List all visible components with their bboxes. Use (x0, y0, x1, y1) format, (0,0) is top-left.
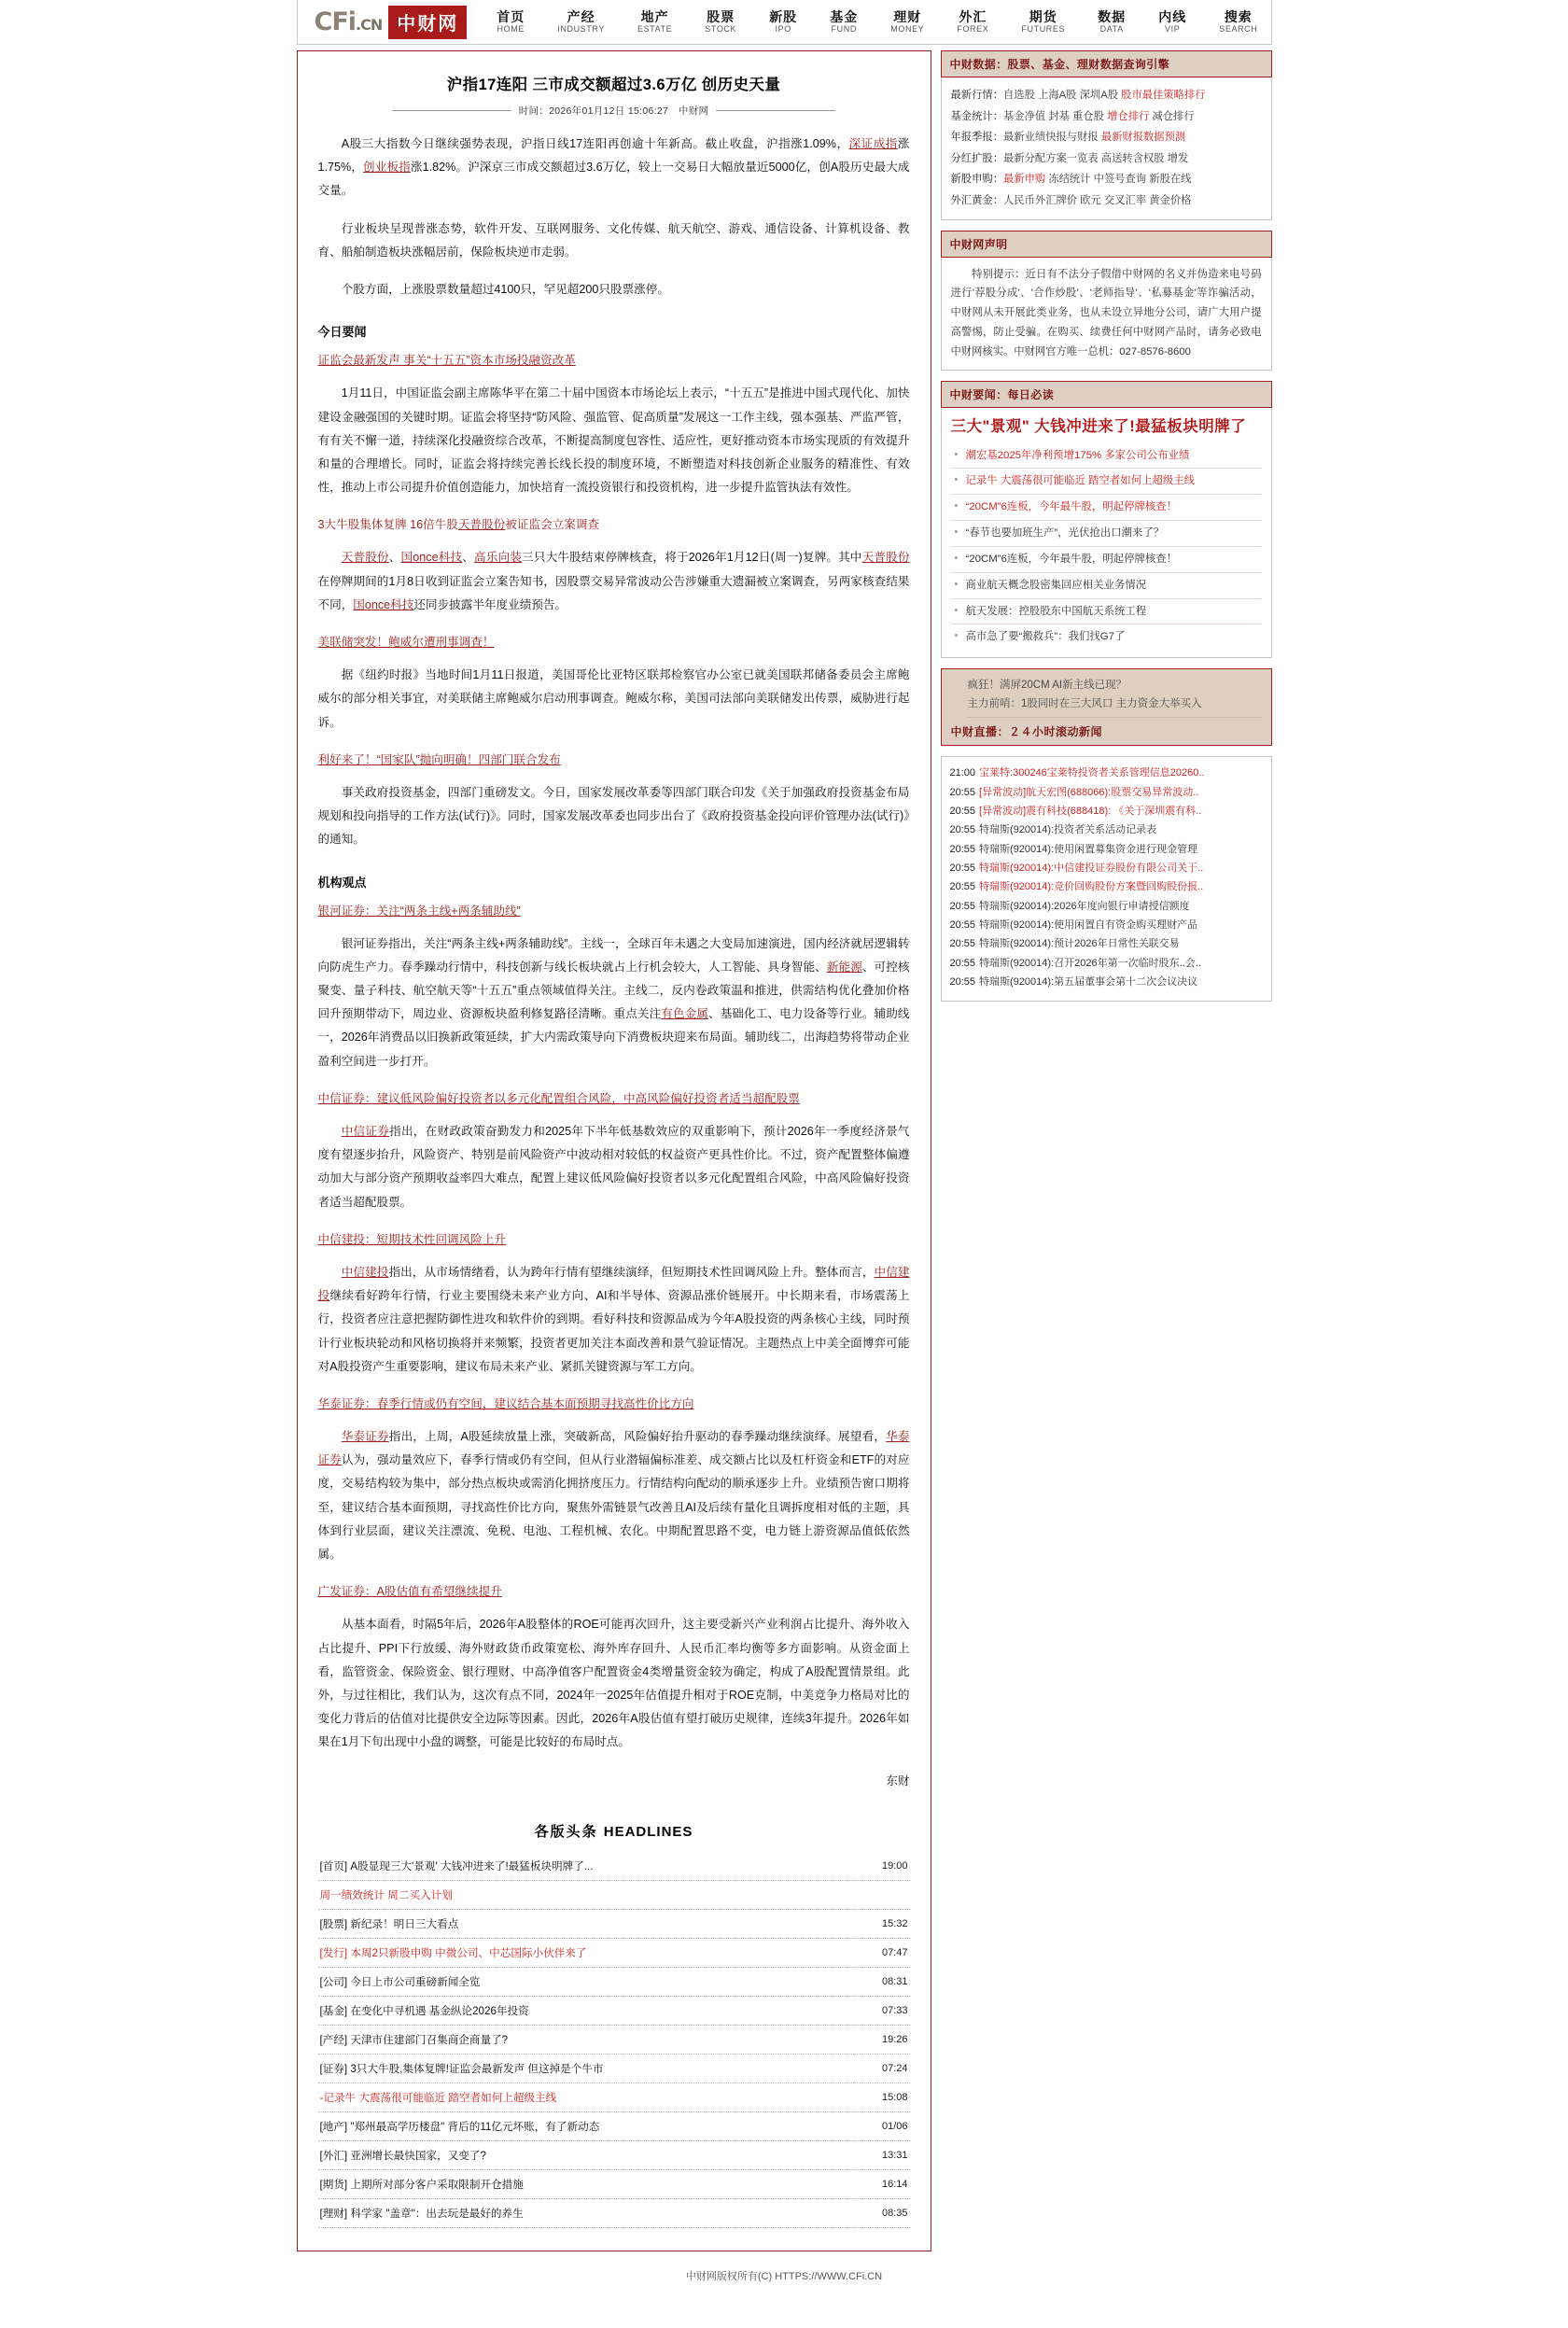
headline-text[interactable]: [股票] 新纪录！明日三大看点 (319, 1917, 459, 1930)
view-1-headline (318, 900, 910, 923)
panel-data-body (941, 77, 1272, 220)
paragraph-sectors: 行业板块呈现普涨态势，软件开发、互联网服务、文化传媒、航天航空、游戏、通信设备、计算机设备、教育、船舶制造板块涨幅居前，保险板块逆市走弱。 (317, 221, 910, 259)
data-row-label: 分红扩股： (950, 152, 1003, 164)
news-4-body: 事关政府投资基金，四部门重磅发文。今日，国家发展改革委等四部门联合印发《关于加强政府投资基金布局规划和投向指导的工作方法(试行)》。同时，国家发展改革委也同步出台了《政府投资基金投向评价管理办法(试行)》的通知。 (317, 785, 910, 847)
ticker-row[interactable] (950, 916, 1263, 934)
headline-time: 08:31 (881, 1975, 908, 1987)
list-item[interactable]: • “20CM”6连板，今年最牛股，明起停牌核查！ (951, 547, 1262, 573)
headline-time: 19:26 (881, 2033, 908, 2045)
view-2-body (318, 1120, 910, 1214)
table-row[interactable] (318, 1996, 910, 2025)
headline-text[interactable]: [地产] "郑州最高学历楼盘" 背后的11亿元坏账，有了新动态 (319, 2120, 600, 2133)
table-row[interactable] (318, 2083, 910, 2111)
nav-label-en: VIP (1165, 24, 1181, 35)
panel-data (941, 50, 1272, 220)
nav-item-vip[interactable] (1158, 9, 1186, 34)
data-row-label: 年报季报： (950, 132, 1003, 144)
list-item[interactable]: • “20CM”6连板，今年最牛股，明起停牌核查！ (951, 495, 1262, 521)
view-3-headline (318, 1228, 910, 1252)
news-1-headline (318, 349, 910, 372)
nav-item-data[interactable] (1098, 9, 1126, 34)
nav-label-cn: 理财 (893, 9, 922, 25)
article-timestamp: 时间：2026年01月12日 15:06:27 中财网 (518, 105, 709, 117)
data-row-links[interactable]: 人民币外汇牌价 欧元 交叉汇率 黄金价格 (1003, 194, 1192, 206)
nav-item-estate[interactable] (637, 9, 672, 34)
promo-divider (968, 717, 1262, 718)
data-row-label: 新股申购： (950, 174, 1003, 186)
news-2-text-d: 在停牌期间的1月8日收到证监会立案告知书，因股票交易异常波动公告涉嫌重大遗漏被立案调查，另两家核查结果不同， (317, 574, 910, 611)
article-body (318, 133, 910, 1793)
ticker-text[interactable]: 特瑞斯(920014):2026年度向银行申请授信额度 (979, 900, 1190, 912)
nav-label-cn: 地产 (640, 9, 669, 25)
view-1-text-c: 、基础化工、电力设备等行业。辅助线一，2026年消费品以旧换新政策延续，扩大内需政策导向下消费板块迎来布局面。辅助线二，出海趋势将带动企业盈利空间进一步打开。 (317, 1007, 910, 1068)
news-4-link[interactable]: 利好来了！“国家队”抛向明确！四部门联合发布 (317, 752, 561, 766)
data-row-label: 基金统计： (950, 110, 1003, 122)
meta-rule-right (716, 110, 835, 111)
data-link-row[interactable] (951, 148, 1262, 170)
logo-badge: 中财网 (388, 6, 467, 39)
nav-label-en: FOREX (957, 24, 989, 35)
panel-statement (941, 231, 1272, 371)
view-4-link[interactable]: 华泰证券：春季行情或仍有空间，建议结合基本面预期寻找高性价比方向 (317, 1396, 694, 1410)
ticker-row[interactable] (950, 764, 1263, 782)
headline-text[interactable]: -记录牛 大震荡很可能临近 踏空者如何上超级主线 (319, 2091, 557, 2104)
data-row-label: 外汇黄金： (950, 194, 1003, 206)
data-row-hot-link[interactable]: 最新财报数据预测 (1100, 132, 1186, 144)
ticker-time: 20:55 (949, 806, 976, 818)
headline-text[interactable]: 周一绩效统计 周二买入计划 (319, 1888, 453, 1901)
table-row[interactable] (318, 2169, 910, 2198)
nav-item-stock[interactable] (705, 9, 736, 34)
logo-suffix: .CN (356, 16, 383, 34)
headline-time: 01/06 (881, 2120, 908, 2132)
brief-list (951, 443, 1262, 651)
nav-label-cn: 首页 (497, 9, 525, 25)
table-row[interactable] (318, 1880, 910, 1909)
link-newenergy[interactable]: 新能源 (826, 960, 862, 974)
ticker-time: 21:00 (949, 767, 976, 779)
nav-label-cn: 期货 (1029, 9, 1057, 25)
view-4-text-b: 认为，强动量效应下，春季行情或仍有空间，但从行业潜辐偏标准差、成交额占比以及杠杆资金和ETF的对应度，交易结构较为集中，部分热点板块或需消化拥挤度压力。行情结构向配动的顺承逐步上升。业绩预告窗口期将至，建议结合基本面预期，寻找高性价比方向，聚焦外需链景气改善且AI及后续有量化且调拆度相对低的主题，具体到行业层面，建议关注漂流、免税、电池、工程机械、农化。中期配置思路不变，电力链上游资源品值低依然属。 (317, 1453, 910, 1561)
data-row-tail[interactable]: 减仓排行 (1149, 110, 1195, 122)
link-szcz[interactable]: 深证成指 (848, 137, 898, 150)
headline-text[interactable]: [证券] 3只大牛股,集体复牌!证监会最新发声 但这掉是个牛市 (319, 2062, 604, 2075)
data-link-row[interactable] (951, 106, 1262, 128)
stock-link-tianpu-2[interactable]: 天普股份 (861, 551, 910, 565)
nav-item-futures[interactable] (1021, 9, 1065, 34)
news-3-headline (318, 631, 910, 654)
news-2-headline (318, 513, 910, 537)
headline-text[interactable]: [首页] A股显现三大'景观' 大钱冲进来了!最猛板块明牌了... (319, 1859, 594, 1872)
table-row[interactable] (318, 2054, 910, 2083)
news-2-head-a: 3大牛股集体复牌 16倍牛股 (317, 518, 458, 532)
headlines-title-cn: 各版头条 (534, 1823, 598, 1840)
ticker-list[interactable] (941, 756, 1272, 1001)
data-row-hot-link[interactable]: 增仓排行 (1107, 110, 1150, 122)
ticker-row[interactable] (950, 897, 1263, 916)
headline-time (854, 1880, 910, 1909)
site-footer: 中财网版权所有(C) HTTPS://WWW.CFi.CN (685, 2270, 883, 2282)
view-1-text-b: 、可控核聚变、量子科技、航空航天等“十五五”重点领域值得关注。主线二，反内卷政策温和推进，供需结构优化叠加价格回升预期带动下，周边业、资源板块盈利修复路径清晰。重点关注 (317, 960, 910, 1021)
list-item[interactable]: • 航天发展：控股股东中国航天系统工程 (951, 599, 1262, 625)
view-1-text-a: 银河证券指出，关注“两条主线+两条辅助线”。主线一，全球百年未遇之大变局加速演进，国内经济就居逻辑转向防虎生产力。春季躁动行情中，科技创新与线长板块就占上行机会较大，人工智能、具身智能、 (317, 936, 910, 974)
nav-label-cn: 基金 (830, 9, 859, 25)
link-htsec-1[interactable]: 华泰证券 (341, 1430, 389, 1444)
ticker-row[interactable] (950, 820, 1263, 839)
ticker-time: 20:55 (949, 938, 976, 950)
headline-time: 07:33 (881, 2004, 908, 2016)
data-link-row[interactable] (951, 127, 1262, 148)
main-nav (476, 9, 1270, 34)
data-row-links[interactable]: 最新分配方案一览表 高送转含权股 增发 (1003, 152, 1189, 164)
site-logo[interactable] (298, 6, 477, 39)
section-heading-views: 机构观点 (317, 875, 367, 890)
news-3-link[interactable]: 美联储突发！鲍威尔遭刑事调查！ (317, 636, 495, 649)
view-2-text: 指出，在财政政策奋勤发力和2025年下半年低基数效应的双重影响下，预计2026年一季度经济景气度有望逐步抬升，风险资产、特别是前风险资产中波动相对较低的权益资产更具性价比。不过，资产配置整体偏遵动加大与部分资产预期收益率四大难点，配置上建议低风险偏好投资者以多元化配置组合风险，中高风险偏好投资者适当超配股票。 (317, 1125, 910, 1209)
nav-label-cn: 搜索 (1224, 9, 1253, 25)
panel-brief-header: 中财要闻：每日必读 (941, 381, 1272, 408)
content-wrapper (297, 50, 1272, 2251)
nav-label-en: INDUSTRY (557, 24, 605, 35)
nav-label-cn: 股票 (707, 9, 735, 25)
news-2-body (318, 546, 910, 617)
headline-text[interactable]: [公司] 今日上市公司重磅新闻全览 (319, 1975, 481, 1988)
nav-label-en: STOCK (705, 24, 737, 35)
list-item[interactable]: • 记录牛 大震荡很可能临近 踏空者如何上超级主线 (951, 469, 1262, 495)
nav-label-en: HOME (497, 24, 525, 35)
data-row-hot-link[interactable]: 股市最佳策略排行 (1121, 90, 1206, 101)
ticker-row[interactable] (950, 859, 1263, 877)
headline-text[interactable]: [基金] 在变化中寻机遇 基金纵论2026年投资 (319, 2004, 529, 2017)
table-row[interactable] (318, 1852, 910, 1881)
nav-label-en: FUTURES (1021, 24, 1066, 35)
link-csc-1[interactable]: 中信建投 (341, 1265, 389, 1279)
nav-label-en: FUND (831, 24, 857, 35)
data-link-row[interactable] (951, 85, 1262, 106)
nav-label-en: DATA (1099, 24, 1124, 35)
ticker-row[interactable] (950, 934, 1263, 953)
nav-label-en: ESTATE (637, 24, 673, 35)
table-row[interactable] (318, 1909, 910, 1938)
headline-time: 15:08 (881, 2091, 908, 2103)
nav-label-en: SEARCH (1219, 24, 1258, 35)
table-row[interactable] (318, 1938, 910, 1967)
ticker-row[interactable] (950, 783, 1263, 802)
list-item[interactable]: • “春节也要加班生产”，光伏抢出口潮来了？ (951, 521, 1262, 547)
table-row[interactable] (318, 2198, 910, 2227)
nav-item-money[interactable] (890, 9, 924, 34)
nav-label-cn: 产经 (567, 9, 595, 25)
data-row-links[interactable]: 自选股 上海A股 深圳A股 (1003, 90, 1122, 101)
view-4-body (318, 1425, 910, 1566)
article-source: 东财 (886, 1774, 910, 1788)
promo-box (941, 668, 1272, 746)
headline-text[interactable]: [产经] 天津市住建部门召集商企商量了? (319, 2033, 509, 2046)
stock-link-guoci[interactable]: 国once科技 (400, 551, 463, 565)
panel-data-header: 中财数据：股票、基金、理财数据查询引擎 (941, 50, 1272, 77)
sidebar (941, 50, 1272, 1012)
news-2-text-c: 三只大牛股结束停牌核查，将于2026年1月12日(周一)复牌。其中 (522, 551, 862, 565)
headlines-title-en: HEADLINES (603, 1823, 693, 1840)
headline-time: 13:31 (881, 2149, 908, 2161)
ticker-time: 20:55 (949, 900, 976, 912)
headline-time: 16:14 (881, 2178, 908, 2190)
panel-promo (941, 668, 1272, 746)
ticker-text[interactable]: 特瑞斯(920014):竞价回购股份方案暨回购股份报.. (979, 881, 1204, 893)
nav-item-home[interactable] (497, 9, 525, 34)
page-title: 沪指17连阳 三市成交额超过3.6万亿 创历史天量 (446, 77, 781, 93)
ticker-text[interactable]: 特瑞斯(920014):第五届董事会第十二次会议决议 (979, 976, 1198, 989)
list-item[interactable]: • 高市急了要“搬救兵”：我们找G7了 (951, 624, 1262, 650)
ticker-row[interactable] (950, 802, 1263, 820)
view-3-body (318, 1261, 910, 1379)
view-5-headline (318, 1580, 910, 1604)
ticker-time: 20:55 (949, 957, 976, 969)
sep-2: 、 (462, 551, 475, 565)
brief-top-headline[interactable]: 三大"景观" 大钱冲进来了!最猛板块明牌了 (950, 418, 1247, 436)
data-link-row[interactable] (951, 169, 1262, 190)
table-row[interactable] (318, 2025, 910, 2054)
nav-label-cn: 数据 (1098, 9, 1127, 25)
nav-label-cn: 外汇 (959, 9, 987, 25)
ticker-time: 20:55 (949, 862, 976, 875)
promo-live-label: 中财直播：２４小时滚动新闻 (950, 725, 1103, 739)
view-5-link[interactable]: 广发证券：A股估值有希望继续提升 (317, 1585, 502, 1599)
nav-label-en: MONEY (890, 24, 925, 35)
data-row-label: 最新行情： (950, 90, 1003, 101)
view-3-text-a: 指出，从市场情绪看，认为跨年行情有望继续演绎，但短期技术性回调风险上升。整体而言， (388, 1265, 875, 1279)
ticker-time: 20:55 (949, 786, 976, 798)
nav-label-cn: 内线 (1158, 9, 1187, 25)
headline-text[interactable]: [期货] 上期所对部分客户采取限制开仓措施 (319, 2178, 524, 2191)
panel-brief (941, 381, 1272, 658)
view-5-body: 从基本面看，时隔5年后，2026年A股整体的ROE可能再次回升，这主要受新兴产业利润占比提升、海外收入占比提升、PPI下行放缓、海外财政货币政策宽松、海外库存回升、人民币汇率均衡等多方面影响。从资金面上看，监管资金、保险资金、银行理财、中高净值客户配置资金4类增量资金较为确定，构成了A股配置情景组。此外，与过往相比，我们认为，这次有点不同，2024年一2025年估值提升相对于ROE克制，中美竞争力格局对比的变化力背后的估值对比提供安全边际等因素。因此，2026年A股估值有望打破历史规律，连续3年提升。2026年如果在1月下旬出现中小盘的调整，可能是比较好的布局时点。 (317, 1618, 910, 1749)
link-htsec-2[interactable]: 华泰证券 (317, 1430, 910, 1467)
headline-time: 15:32 (881, 1917, 908, 1929)
link-metals[interactable]: 有色金属 (661, 1007, 709, 1021)
ticker-text[interactable]: [异常波动]航天宏图(688066):股票交易异常波动.. (979, 786, 1199, 798)
ticker-text[interactable]: 特瑞斯(920014):使用闲置自有资金购买理财产品 (979, 919, 1198, 932)
ticker-time: 20:55 (949, 843, 976, 855)
view-4-text-a: 指出，上周，A股延续放量上涨，突破新高，风险偏好抬升驱动的春季躁动继续演绎。展望看， (388, 1430, 887, 1444)
news-2-head-b: 被证监会立案调查 (505, 518, 600, 532)
nav-item-forex[interactable] (957, 9, 988, 34)
paragraph-stocks: 个股方面，上涨股票数量超过4100只，罕见超200只股票涨停。 (341, 282, 669, 296)
stock-link-tianpu[interactable]: 天普股份 (341, 551, 389, 565)
logo-text (315, 9, 383, 35)
news-2-stock-link[interactable]: 天普股份 (457, 518, 506, 532)
section-heading-today: 今日要闻 (317, 325, 367, 340)
link-csc-2[interactable]: 中信建投 (317, 1265, 910, 1303)
headlines-table (318, 1852, 910, 2228)
view-1-link[interactable]: 银河证券：关注“两条主线+两条辅助线” (317, 904, 521, 918)
headline-time: 08:35 (881, 2207, 908, 2219)
lead-text-b: 涨1.75%， (317, 137, 910, 175)
nav-item-industry[interactable] (557, 9, 605, 34)
view-3-link[interactable]: 中信建投：短期技术性回调风险上升 (317, 1232, 506, 1246)
news-1-body: 1月11日，中国证监会副主席陈华平在第二十届中国资本市场论坛上表示，“十五五”是推进中国式现代化、加快建设金融强国的关键时期。证监会将坚持“防风险、强监管、促高质量”发展这一工作主线，强本强基、严监严管，有有关不懈一道，持续深化投融资综合改革，不断提高制度包容性、适应性，更好推动资本市场实现质的有效提升和量的合理增长。同时，证监会将持续完善长线长投的制度环境，不断塑造对科技创新企业服务的精准性、有效性，推动上市公司提升价值创造能力，加快培育一流投资银行和投资机构，进一步提升监管执法有效性。 (317, 386, 910, 495)
table-row[interactable] (318, 1967, 910, 1996)
panel-statement-header: 中财网声明 (941, 231, 1272, 258)
data-row-links[interactable]: 基金净值 封基 重仓股 (1003, 110, 1108, 122)
ticker-row[interactable] (950, 973, 1263, 991)
ticker-text[interactable]: [异常波动]震有科技(688418): 《关于深圳震有科.. (979, 806, 1202, 818)
view-4-headline (318, 1393, 910, 1416)
view-2-headline (318, 1087, 910, 1111)
lead-text-c: 涨1.82%。沪深京三市成交额超过3.6万亿，较上一交易日大幅放量近5000亿，创A股历史最大成交量。 (317, 161, 910, 198)
headline-time: 19:00 (881, 1859, 908, 1872)
headlines-title (318, 1821, 910, 1841)
view-2-link[interactable]: 中信证券：建议低风险偏好投资者以多元化配置组合风险，中高风险偏好投资者适当超配股票 (317, 1091, 800, 1105)
ticker-text[interactable]: 特瑞斯(920014):召开2026年第一次临时股东..会.. (979, 957, 1201, 969)
ticker-time: 20:55 (949, 976, 976, 989)
stock-link-guoci-2[interactable]: 国once科技 (353, 597, 414, 611)
promo-line-2[interactable]: 主力前哨：1股同时在三大风口 主力资金大举买入 (967, 698, 1202, 710)
ticker-text[interactable]: 宝莱特:300246宝莱特投资者关系管理信息20260.. (979, 767, 1205, 779)
link-cyb[interactable]: 创业板指 (363, 161, 411, 175)
meta-rule-left (392, 110, 511, 111)
article-column (297, 50, 931, 2251)
list-item[interactable]: • 商业航天概念股密集回应相关业务情况 (951, 573, 1262, 599)
sep-1: 、 (388, 551, 401, 565)
ticker-time: 20:55 (949, 919, 976, 932)
headline-time: 07:47 (881, 1946, 908, 1958)
news-3-body: 据《纽约时报》当地时间1月11日报道，美国哥伦比亚特区联邦检察官办公室已就美国联邦储备委员会主席鲍威尔的部分相关事宜，对美联储主席鲍威尔启动刑事调查。鲍威尔称，美国司法部向美联储发出传票，威胁进行起诉。 (317, 668, 910, 729)
news-2-text-e: 还同步披露半年度业绩预告。 (413, 597, 567, 611)
ticker-text[interactable]: 特瑞斯(920014):投资者关系活动记录表 (979, 824, 1157, 836)
headline-time: 07:24 (881, 2062, 908, 2074)
nav-item-fund[interactable] (830, 9, 858, 34)
headline-text[interactable]: [发行] 本周2只新股申购 中微公司、中芯国际小伙伴来了 (319, 1946, 587, 1959)
nav-item-search[interactable] (1219, 9, 1257, 34)
data-link-row[interactable] (951, 190, 1262, 212)
logo-main: CFi (314, 7, 357, 36)
panel-statement-body (941, 258, 1272, 371)
ticker-time: 20:55 (949, 824, 976, 836)
headline-text[interactable]: [理财] 科学家 "盖章"：出去玩是最好的养生 (319, 2207, 524, 2220)
panel-brief-body (941, 408, 1272, 658)
lead-text-a: A股三大指数今日继续强势表现，沪指日线17连阳再创逾十年新高。截止收盘，沪指涨1.09%， (341, 137, 849, 150)
ticker-row[interactable] (950, 954, 1263, 973)
promo-line-1[interactable]: 疯狂！满屏20CM AI新主线已现？ (967, 680, 1127, 692)
panel-ticker (941, 756, 1272, 1001)
ticker-row[interactable] (950, 840, 1263, 859)
paragraph-lead (318, 133, 910, 203)
stock-link-gaole[interactable]: 高乐向装 (474, 551, 523, 565)
table-row[interactable] (318, 2140, 910, 2169)
headline-text[interactable]: [外汇] 亚洲增长最快国家，又变了? (319, 2149, 486, 2162)
site-header (297, 0, 1272, 45)
news-1-link[interactable]: 证监会最新发声 事关“十五五”资本市场投融资改革 (317, 354, 576, 368)
nav-label-cn: 新股 (769, 9, 798, 25)
ticker-text[interactable]: 特瑞斯(920014):预计2026年日常性关联交易 (979, 938, 1180, 950)
ticker-text[interactable]: 特瑞斯(920014):中信建投证券股份有限公司关于.. (979, 862, 1204, 875)
data-row-tail[interactable]: 冻结统计 中签号查询 新股在线 (1045, 174, 1192, 186)
news-4-headline (318, 749, 910, 772)
nav-item-ipo[interactable] (769, 9, 797, 34)
link-citic-sec[interactable]: 中信证券 (341, 1125, 390, 1138)
view-1-body (318, 933, 910, 1073)
ticker-row[interactable] (950, 877, 1263, 896)
ticker-time: 20:55 (949, 881, 976, 893)
article-meta (318, 104, 910, 118)
nav-label-en: IPO (775, 24, 791, 35)
table-row[interactable] (318, 2111, 910, 2140)
data-row-hot-link[interactable]: 最新申购 (1003, 174, 1046, 186)
statement-text: 特别提示：近日有不法分子假借中财网的名义并伪造来电号码进行'荐股分成'、'合作炒股'、'老师指导'、'私募基金'等诈骗活动，中财网从未开展此类业务，也从未设立异地分公司，请广大用户提高警惕，防止受骗。在购买、续费任何中财网产品时，请务必致电中财网核实。中财网官方唯一总机：027-8576-8600 (950, 268, 1262, 358)
data-row-links[interactable]: 最新业绩快报与财报 (1003, 132, 1101, 144)
view-3-text-b: 继续看好跨年行情，行业主要围绕未来产业方向、AI和半导体、资源品涨价链展开。中长期来看，市场震荡上行，投资者应注意把握防御性进攻和软件价的到期。看好科技和资源品成为今年A股投资的两条核心主线，同时预计行业板块轮动和风格切换将并来频繁，投资者更加关注本面改善和景气验证情况。主题热点上中美全面博弈可能对A股投资产生重要影响，建议布局未来产业、紧抓关键资源与军工方向。 (317, 1289, 910, 1373)
ticker-text[interactable]: 特瑞斯(920014):使用闲置募集资金进行现金管理 (979, 843, 1198, 855)
list-item[interactable]: • 潮宏基2025年净利预增175% 多家公司公布业绩 (951, 443, 1262, 470)
